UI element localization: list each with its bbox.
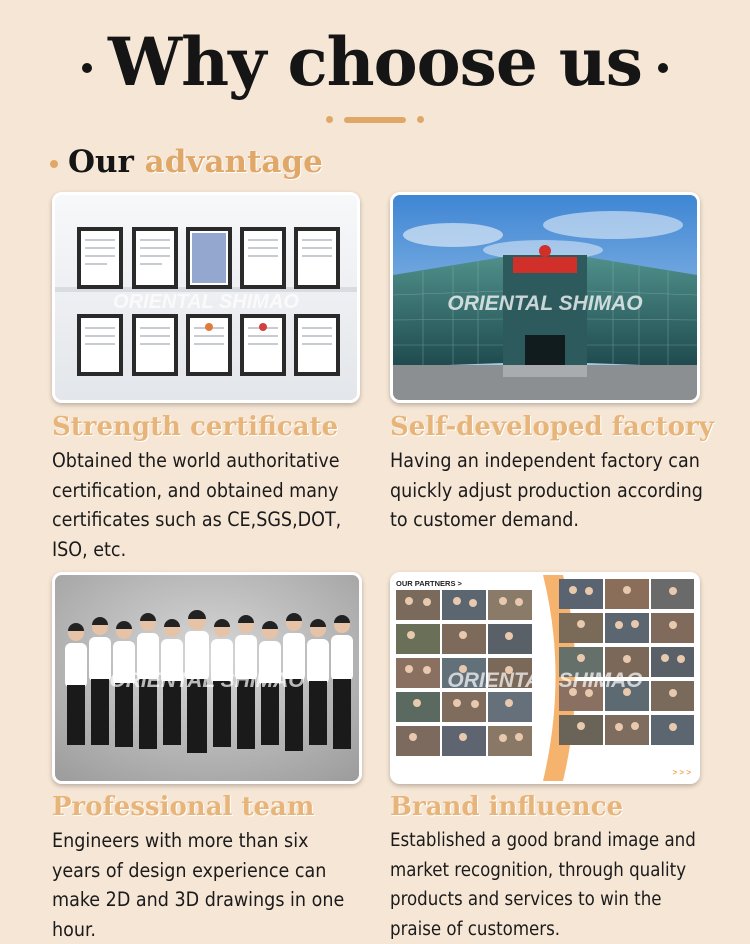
section-subtitle [50,140,323,184]
watermark-text: ORIENTAL SHIMAO [109,669,305,692]
svg-text:> > >: > > > [672,768,691,777]
team-group-photo [52,572,362,784]
certificates-wall-photo [52,192,360,403]
watermark-text: ORIENTAL SHIMAO [447,669,643,692]
title-dot-left [82,63,92,73]
subtitle-word-advantage: advantage [144,144,323,180]
watermark-text: ORIENTAL SHIMAO [113,291,299,313]
feature-desc-professional-team: Engineers with more than six years of design experience can make 2D and 3D drawings in one hour. [52,829,345,941]
feature-desc-brand-influence: Established a good brand image and market recognition, through quality products and services to win the praise of customers. [390,830,696,940]
feature-title-brand-influence: Brand influence [390,792,624,822]
page-title [0,22,750,102]
title-divider [0,115,750,125]
feature-title-strength-certificate: Strength certificate [52,412,339,442]
page-title-text: Why choose us [108,23,642,101]
watermark-text: ORIENTAL SHIMAO [447,292,643,315]
feature-desc-self-developed-factory: Having an independent factory can quickly adjust production according to customer demand. [390,449,703,531]
subtitle-dot [50,160,58,168]
factory-building-photo [390,192,700,403]
title-dot-right [658,63,668,73]
partners-collage-photo [390,572,700,784]
feature-title-self-developed-factory: Self-developed factory [390,412,714,442]
feature-desc-strength-certificate: Obtained the world authoritative certification, and obtained many certificates such as CE,SGS,DOT, ISO, etc. [52,449,342,561]
feature-title-professional-team: Professional team [52,792,315,822]
subtitle-word-our: Our [68,144,134,180]
partners-label: OUR PARTNERS > [396,579,462,588]
